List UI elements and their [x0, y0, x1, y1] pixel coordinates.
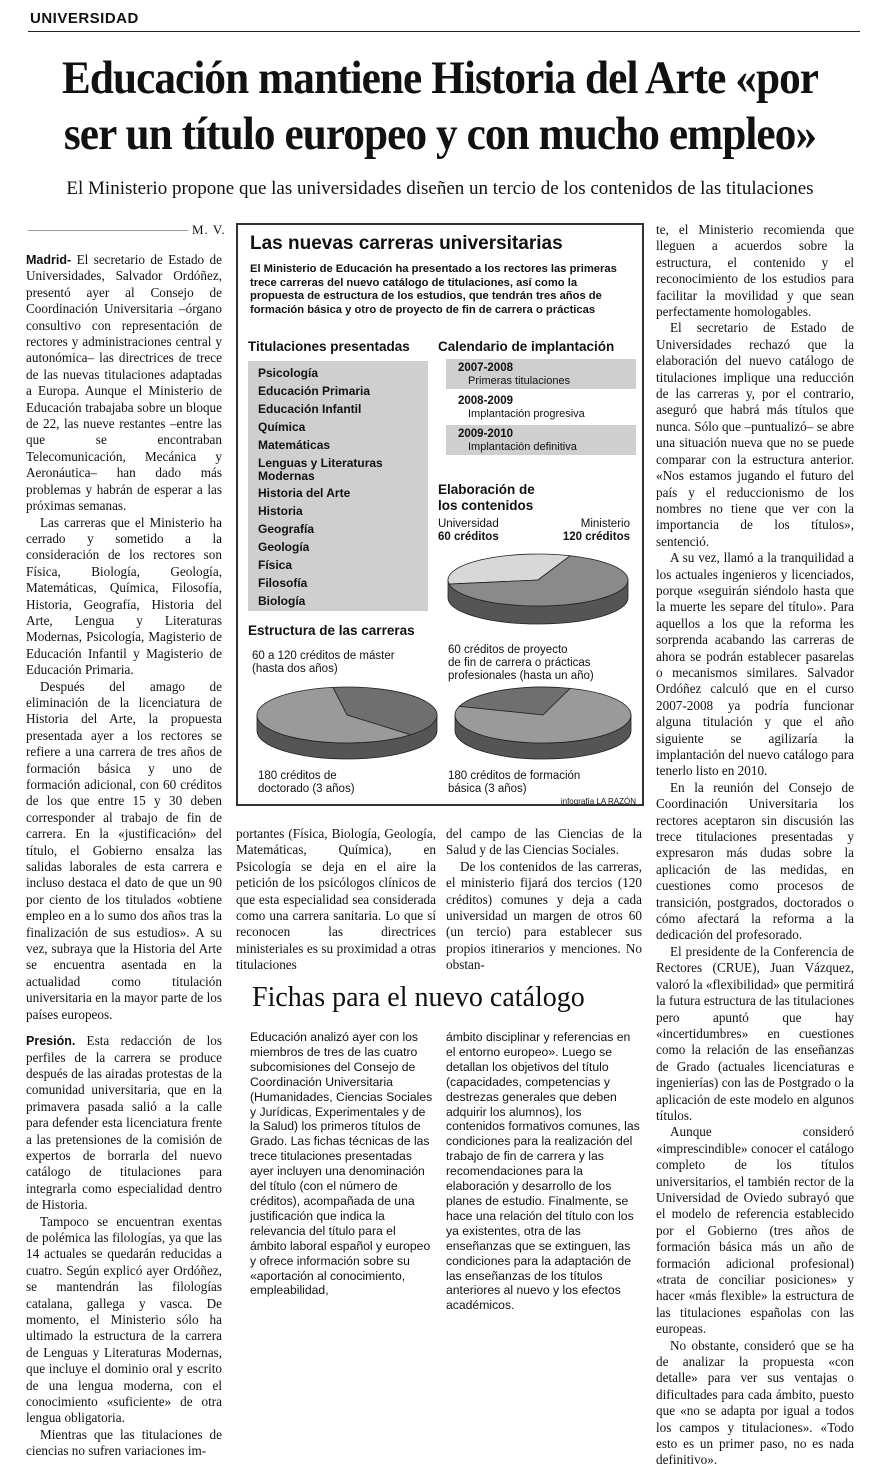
titulaciones-header: Titulaciones presentadas: [248, 339, 410, 354]
universidad-label: [438, 518, 499, 544]
titulacion-item: Historia del Arte: [258, 486, 351, 500]
fichas-title: Fichas para el nuevo catálogo: [252, 982, 585, 1013]
col4-paragraph: No obstante, consideró que se ha de analizar la propuesta «con detalle» para ver sus ventajas o dificultades para cada ámbito, puesto que «no se adapta por igual a todos los campos y titulaciones». «Todo esto es un primer paso, no es nada definitivo».: [656, 1337, 854, 1468]
doctorado-label-line: 180 créditos de: [258, 770, 337, 782]
pie-grado: [448, 685, 638, 770]
elaboracion-header: [438, 482, 535, 514]
col4-paragraph: El secretario de Estado de Universidades rechazó que la elaboración del nuevo catálogo de titulaciones implique una reducción de las carreras y, por el contrario, aseguró que habrá más títulos que nunca. Sólo que –puntualizó– se abre una situación nueva que no se puede comparar con la estructura anterior. «Nos estamos jugando el futuro del país y el reduccionismo de los nombres no tiene que ver con la importancia de los títulos», sentenció.: [656, 320, 854, 549]
calendario-desc: Implantación progresiva: [468, 408, 585, 420]
calendario-desc: Implantación definitiva: [468, 441, 577, 453]
col1-paragraph: [26, 1033, 222, 1213]
byline-rule: [28, 230, 188, 231]
calendario-year: 2009-2010: [458, 428, 513, 440]
pie-postgrado: [250, 680, 445, 765]
basica-label-line: 180 créditos de formación: [448, 770, 581, 782]
titulacion-item: Geología: [258, 540, 310, 554]
fichas-paragraph: Educación analizó ayer con los miembros de tres de las cuatro subcomisiones del Consejo de Coordinación Universitaria (Humanidades, Ciencias Sociales y Jurídicas, Experimentales y de la Salud) los primeros títulos de Grado. Las fichas técnicas de las trece titulaciones presentadas ayer incluyen una denominación del título (con el número de créditos), acompañada de una justificación que indica la relevancia del título para el ámbito laboral español y europeo y ofrece información sobre su «aportación al conocimiento, empleabilidad,: [250, 1030, 433, 1298]
proyecto-label: [448, 644, 594, 683]
titulacion-item: Historia: [258, 504, 303, 518]
article-column-1: [26, 252, 222, 1460]
universidad-value: 60 créditos: [438, 531, 499, 543]
subhead: El Ministerio propone que las universidades diseñen un tercio de los contenidos de las titulaciones: [66, 178, 814, 199]
titulacion-item: Biología: [258, 594, 306, 608]
titulacion-item: Geografía: [258, 522, 315, 536]
titulacion-item: Física: [258, 558, 293, 572]
titulacion-item: Psicología: [258, 366, 319, 380]
proyecto-label-line: profesionales (hasta un año): [448, 670, 594, 682]
master-label: [252, 650, 395, 676]
headline-line-1: Educación mantiene Historia del Arte «por: [61, 52, 819, 104]
col2-paragraph: portantes (Física, Biología, Geología, Matemáticas, Química), en Psicología se deja en el aire la petición de los psicólogos clínicos de que esta especialidad sea considerada como una carrera sanitaria. Lo que sí reconocen las directrices ministeriales es su proximidad a otras titulaciones: [236, 826, 436, 973]
titulacion-item: Educación Infantil: [258, 402, 362, 416]
ministerio-value: 120 créditos: [562, 531, 630, 543]
titulacion-item: Lenguas y Literaturas Modernas: [258, 456, 383, 483]
titulacion-item: Filosofía: [258, 576, 308, 590]
col1-paragraph: Las carreras que el Ministerio ha cerrado y sometido a la consideración de los rectores son Física, Biología, Geología, Matemáticas, Química, Filosofía, Historia, Geografía, Historia del Arte, Lengua y Literaturas Modernas, Psicología, Magisterio de Educación Infantil y Magisterio de Educación Primaria.: [26, 514, 222, 678]
col4-paragraph: El presidente de la Conferencia de Rectores (CRUE), Juan Vázquez, valoró la «flexibilidad» que permitirá la futura estructura de las titulaciones pero apuntó que hay «incertidumbres» en cuestiones como la relación de las enseñanzas de Grado (actuales licenciaturas e ingenierías) con las de Postgrado o la aplicación de este modelo en algunos títulos.: [656, 943, 854, 1123]
titulacion-item: Educación Primaria: [258, 384, 371, 398]
universidad-name: Universidad: [438, 518, 499, 530]
col3-paragraph: del campo de las Ciencias de la Salud y de las Ciencias Sociales.: [446, 826, 642, 858]
headline-line-2: ser un título europeo y con mucho empleo»: [63, 108, 817, 160]
article-column-4: [656, 222, 854, 1469]
master-label-line: (hasta dos años): [252, 663, 338, 675]
fichas-paragraph: ámbito disciplinar y referencias en el entorno europeo». Luego se detallan los objetivos del título (capacidades, competencias y destrezas generales que deben adquirir los alumnos), los contenidos formativos comunes, las condiciones para la realización del trabajo de fin de carrera y las recomendaciones para la elaboración y desarrollo de los planes de estudio. Finalmente, se hace una relación del título con los ya existentes, otra de las enseñanzas que se extinguen, las condiciones para la adaptación de las enseñanzas de los títulos anteriores al nuevo y los efectos académicos.: [446, 1030, 640, 1313]
article-column-3: [446, 826, 642, 974]
estructura-header: Estructura de las carreras: [248, 623, 415, 638]
col1-text: El secretario de Estado de Universidades, Salvador Ordóñez, presentó ayer al Consejo de Coordinación Universitaria –órgano consultivo con representación de rectores y administraciones central y autonómica– las directrices de trece de las nuevas titulaciones adaptadas a Europa. Aunque el Ministerio de Educación trabajaba sobre un bloque de 22, las nueve restantes –entre las que se encontraban Telecomunicación, Mecánica y Aeronáutica– han dado más problemas y habrán de esperar a las próximas semanas.: [26, 252, 222, 514]
col1-paragraph: Tampoco se encuentran exentas de polémica las filologías, ya que las 14 actuales se quedarán reducidas a cuatro. Según explicó ayer Ordóñez, se mantendrán las filologías catalana, gallega y vasca. De momento, el Ministerio sólo ha ultimado la estructura de la carrera de Lenguas y Literaturas Modernas, que incluye el dominio oral y escrito de una lengua moderna, con el conocimiento «suficiente» de otra lengua obligatoria.: [26, 1213, 222, 1426]
header-rule: [28, 31, 860, 32]
calendario-item: [446, 392, 636, 422]
infographic-title: Las nuevas carreras universitarias: [250, 233, 563, 254]
fichas-column-1: [250, 1030, 435, 1298]
col1-text: Esta redacción de los perfiles de la carrera se produce después de las airadas protestas de la comunidad universitaria, que en la primavera pasada salió a la calle para defender esta licenciatura frente a las pretensiones de la comisión de expertos de borrarla del nuevo catálogo de titulaciones para integrarla como especialidad dentro de Historia.: [26, 1033, 222, 1213]
col1-paragraph: Mientras que las titulaciones de ciencias no sufren variaciones im-: [26, 1426, 222, 1459]
titulacion-item: Matemáticas: [258, 438, 331, 452]
col4-paragraph: Aunque consideró «imprescindible» conocer el catálogo completo de los títulos universitarios, el también rector de la Universidad de Oviedo subrayó que el modelo de referencia establecido por el Gobierno (tres años de formación básica más un año de formación adicional profesional) «trata de conciliar posiciones» y hacer «más flexible» la estructura de las titulaciones españolas con las europeas.: [656, 1124, 854, 1337]
doctorado-label: [258, 770, 355, 796]
proyecto-label-line: de fin de carrera o prácticas: [448, 657, 591, 669]
proyecto-label-line: 60 créditos de proyecto: [448, 644, 568, 656]
master-label-line: 60 a 120 créditos de máster: [252, 650, 395, 662]
dateline: Madrid-: [26, 253, 72, 267]
elaboracion-header-line: Elaboración de: [438, 482, 535, 497]
calendario-year: 2008-2009: [458, 395, 513, 407]
ministerio-name: Ministerio: [580, 518, 630, 530]
basica-label: [448, 770, 580, 796]
titulaciones-list: [248, 361, 428, 611]
calendario-item: [446, 425, 636, 455]
infographic-intro: El Ministerio de Educación ha presentado a los rectores las primeras trece carreras del nuevo catálogo de titulaciones, así como la propuesta de estructura de los estudios, que tendrán tres años de formación básica y otro de proyecto de fin de carrera o prácticas: [250, 263, 617, 316]
titulacion-item: Química: [258, 420, 306, 434]
calendario: [438, 359, 634, 479]
ministerio-label: [563, 518, 630, 544]
col4-paragraph: A su vez, llamó a la tranquilidad a los actuales ingenieros y licenciados, porque «seguirán siéndolo hasta que la muerte les separe del título». Para aquellos a los que la reforma les sorprenda acabando las carreras de ahora se podrán establecer pasarelas o mecanismos similares. Salvador Ordóñez calculó que en el curso 2007-2008 ya podría funcionar alguna titulación y que el año siguiente se agilizaría la implantación del nuevo catálogo para tenerlo listo en 2010.: [656, 550, 854, 779]
elaboracion-header-line: los contenidos: [438, 498, 534, 513]
article-column-2: [236, 826, 436, 974]
calendario-header: Calendario de implantación: [438, 339, 615, 354]
col4-paragraph: te, el Ministerio recomienda que lleguen a acuerdos sobre la estructura, el contenido y el reconocimiento de los estudios para facilitar la movilidad y que sean perfectamente homologables.: [656, 222, 854, 320]
pie-elaboracion: [438, 550, 638, 630]
infographic: [236, 223, 644, 806]
col4-paragraph: En la reunión del Consejo de Coordinación Universitaria los rectores aceptaron sin discusión las trece titulaciones presentadas y expresaron más dudas sobre la aplicación de las medidas, en cuestiones como procesos de transición, postgrados, doctorados o cómo afectará la reforma a la dedicación del profesorado.: [656, 779, 854, 943]
doctorado-label-line: doctorado (3 años): [258, 783, 355, 795]
col1-paragraph: [26, 252, 222, 515]
col3-paragraph: De los contenidos de las carreras, el ministerio fijará dos tercios (120 créditos) comunes y deja a cada universidad un margen de otros 60 (un tercio) para establecer sus propios itinerarios y menciones. No obstan-: [446, 858, 642, 973]
calendario-year: 2007-2008: [458, 362, 513, 374]
section-label: UNIVERSIDAD: [30, 10, 139, 27]
col1-paragraph: Después del amago de eliminación de la licenciatura de Historia del Arte, la propuesta presentada ayer a los rectores se refiere a una carrera de tres años de formación básica y uno de formación adicional, con 60 créditos de los que entre 15 y 30 deben corresponder al trabajo de fin de carrera. En la «justificación» del título, el Gobierno ensalza las salidas laborales de esta carrera e incluso destaca el dato de que un 90 por ciento de los titulados «obtiene empleo en a lo sumo dos años tras la finalización de sus estudios». A su vez, subraya que la Historia del Arte se encuentra asentada en la actualidad como titulación universitaria en la mayor parte de los países europeos.: [26, 678, 222, 1022]
basica-label-line: básica (3 años): [448, 783, 527, 795]
subheading-presion: Presión.: [26, 1034, 76, 1049]
calendario-desc: Primeras titulaciones: [468, 375, 571, 387]
infographic-credit: infografía LA RAZÓN: [560, 797, 636, 806]
calendario-item: [446, 359, 636, 389]
byline: M. V.: [192, 222, 226, 237]
fichas-column-2: [446, 1030, 641, 1313]
